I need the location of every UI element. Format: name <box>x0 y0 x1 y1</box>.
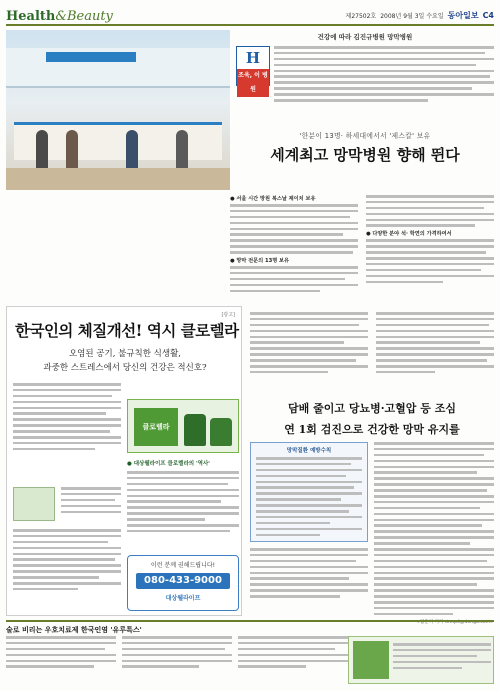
text-line <box>250 359 356 362</box>
text-line <box>274 46 494 49</box>
text-line <box>374 572 494 575</box>
text-line <box>374 566 494 569</box>
text-line <box>256 516 362 519</box>
footer-headline: 술로 비리는 우호치료제 한국인염 '유루특스' <box>6 626 142 634</box>
text-line <box>127 524 239 527</box>
ad-phone-number[interactable]: 080-433-9000 <box>136 573 230 589</box>
text-line <box>376 324 489 327</box>
prevention-rules-box <box>250 442 368 542</box>
text-line <box>250 365 368 368</box>
intro-paragraph <box>274 46 494 105</box>
footer-column <box>238 636 348 671</box>
text-line <box>122 648 225 651</box>
retina-health-article <box>250 400 494 625</box>
text-line <box>250 560 356 563</box>
text-line <box>374 495 494 498</box>
text-line <box>122 654 232 657</box>
ad-subtitle-1: 오염된 공기, 불규칙한 식생활, <box>68 349 182 359</box>
text-line <box>374 460 494 463</box>
text-line <box>376 312 494 315</box>
text-line <box>374 466 494 469</box>
text-line <box>256 528 362 531</box>
text-line <box>13 436 121 439</box>
text-line <box>374 548 494 551</box>
text-line <box>230 239 358 242</box>
issue-number: 제27502호 <box>345 13 377 20</box>
text-line <box>61 511 121 514</box>
text-line <box>238 648 335 651</box>
feature-kicker: 건강에 따라 김진규병원 망막병원 <box>317 33 413 41</box>
text-line <box>374 530 494 533</box>
footer-column <box>6 636 116 671</box>
article-headline-1: 담배 줄이고 당뇨병·고혈압 등 조심 <box>288 402 456 415</box>
photo-floor <box>6 168 230 190</box>
text-line <box>61 493 121 496</box>
text-line <box>127 500 221 503</box>
text-line <box>250 583 368 586</box>
feature-body <box>230 195 494 305</box>
text-line <box>256 498 341 501</box>
text-line <box>6 642 116 645</box>
text-line <box>13 442 121 445</box>
text-line <box>13 553 121 556</box>
text-line <box>393 667 462 670</box>
text-line <box>374 454 484 457</box>
text-line <box>13 547 121 550</box>
text-line <box>127 483 228 486</box>
text-line <box>374 477 494 480</box>
text-line <box>13 407 121 410</box>
text-line <box>366 239 494 242</box>
footer-ad-image <box>353 641 389 679</box>
text-line <box>374 489 487 492</box>
text-line <box>376 353 494 356</box>
text-line <box>13 395 112 398</box>
text-line <box>250 330 368 333</box>
text-line <box>256 475 346 478</box>
text-line <box>366 219 494 222</box>
text-line <box>374 595 494 598</box>
text-line <box>256 486 354 489</box>
text-line <box>13 582 121 585</box>
body-column-1 <box>230 195 358 295</box>
text-line <box>6 654 116 657</box>
text-line <box>376 359 487 362</box>
text-line <box>230 284 358 287</box>
text-line <box>230 216 350 219</box>
para-head-3: ● 다양한 분야 석· 학연의 가격하여서 <box>366 231 452 238</box>
section-beauty: Beauty <box>66 9 113 24</box>
text-line <box>230 204 358 207</box>
article-body <box>374 442 494 625</box>
text-line <box>230 278 345 281</box>
text-line <box>122 642 232 645</box>
text-line <box>274 75 490 78</box>
photo-person <box>66 130 78 170</box>
text-line <box>13 588 78 591</box>
text-line <box>374 583 477 586</box>
feature-body-continued <box>250 312 494 396</box>
text-line <box>250 566 368 569</box>
text-line <box>13 412 106 415</box>
feature-kicker-wrap <box>236 32 494 44</box>
text-line <box>13 430 110 433</box>
text-line <box>374 519 494 522</box>
text-line <box>250 341 344 344</box>
text-line <box>13 535 121 538</box>
text-line <box>230 222 358 225</box>
ad-subtitle-2: 과중한 스트레스에서 당신의 건강은 적신호? <box>43 363 207 373</box>
feature-headline-block <box>236 130 494 165</box>
body-column-4 <box>376 312 494 377</box>
text-line <box>256 463 351 466</box>
text-line <box>366 201 494 204</box>
text-line <box>376 336 494 339</box>
text-line <box>256 510 349 513</box>
text-line <box>127 471 239 474</box>
issue-info <box>346 10 494 21</box>
text-line <box>374 501 494 504</box>
text-line <box>374 536 494 539</box>
text-line <box>256 492 362 495</box>
text-line <box>230 251 353 254</box>
text-line <box>230 290 320 293</box>
para-head-2: ● 망막 전문의 13명 보유 <box>230 258 290 265</box>
article-headline-2: 연 1회 검진으로 건강한 망막 유지를 <box>284 423 460 436</box>
ad-brand: 대상웰라이프 <box>165 595 201 602</box>
text-line <box>366 257 494 260</box>
text-line <box>13 448 95 451</box>
text-line <box>393 661 491 664</box>
text-line <box>366 251 486 254</box>
text-line <box>274 87 472 90</box>
text-line <box>6 648 105 651</box>
prevention-box-list <box>251 457 367 536</box>
text-line <box>250 312 368 315</box>
ad-info-lines <box>127 471 239 532</box>
text-line <box>366 207 484 210</box>
text-line <box>250 572 368 575</box>
ad-title: 한국인의 체질개선! 역시 클로렐라 <box>15 321 239 340</box>
ad-info-title: ● 대상웰라이프 클로렐라의 '역사' <box>127 461 210 467</box>
text-line <box>366 275 494 278</box>
text-line <box>374 448 494 451</box>
text-line <box>250 554 368 557</box>
ad-pack-image <box>13 487 55 521</box>
text-line <box>366 263 494 266</box>
text-line <box>61 487 121 490</box>
text-line <box>13 564 121 567</box>
footer-columns <box>6 636 494 684</box>
text-line <box>122 636 232 639</box>
text-line <box>127 530 230 533</box>
text-line <box>13 418 121 421</box>
product-jar <box>210 418 232 446</box>
text-line <box>230 210 358 213</box>
text-line <box>13 558 115 561</box>
text-line <box>366 195 494 198</box>
chlorella-advertisement <box>6 306 242 616</box>
text-line <box>250 371 328 374</box>
text-line <box>374 589 494 592</box>
ad-cta: 이런 분께 권해드립니다! <box>150 562 216 569</box>
text-line <box>374 601 494 604</box>
photo-person <box>36 130 48 170</box>
text-line <box>274 64 476 67</box>
text-line <box>6 665 94 668</box>
text-line <box>13 576 99 579</box>
para-head-1: ● 서울 시간 망원 복스날 제이치 보유 <box>230 196 316 202</box>
text-line <box>13 541 108 544</box>
text-line <box>374 442 494 445</box>
text-line <box>250 595 340 598</box>
section-title <box>6 9 113 24</box>
text-line <box>230 233 343 236</box>
text-line <box>274 70 494 73</box>
text-line <box>274 58 494 61</box>
text-line <box>13 401 121 404</box>
feature-section <box>6 30 494 190</box>
text-line <box>6 660 116 663</box>
ad-body-column-3 <box>13 529 121 594</box>
photo-person <box>176 130 188 170</box>
text-line <box>238 660 348 663</box>
article-body-left <box>250 548 368 601</box>
text-line <box>230 266 358 269</box>
text-line <box>376 365 494 368</box>
text-line <box>376 330 494 333</box>
section-amp: & <box>55 9 67 24</box>
text-line <box>376 341 480 344</box>
text-line <box>256 522 330 525</box>
text-line <box>127 506 239 509</box>
footer-ad-text <box>393 643 491 672</box>
text-line <box>250 577 349 580</box>
page-number: C4 <box>482 11 494 20</box>
text-line <box>13 424 121 427</box>
text-line <box>127 495 239 498</box>
text-line <box>374 554 494 557</box>
text-line <box>238 654 348 657</box>
text-line <box>127 477 239 480</box>
text-line <box>374 577 494 580</box>
hospital-lobby-photo <box>6 30 230 190</box>
logo-mark: H <box>245 49 261 67</box>
ad-body-column-2 <box>61 487 121 516</box>
text-line <box>374 560 487 563</box>
text-line <box>250 318 368 321</box>
text-line <box>366 281 443 284</box>
text-line <box>274 52 485 55</box>
text-line <box>230 228 358 231</box>
text-line <box>230 272 358 275</box>
text-line <box>256 534 320 537</box>
text-line <box>374 471 477 474</box>
text-line <box>374 483 494 486</box>
text-line <box>122 660 232 663</box>
text-line <box>250 336 368 339</box>
text-line <box>256 504 362 507</box>
hospital-logo <box>236 46 270 93</box>
body-column-2 <box>366 195 494 286</box>
feature-subhead: '한분이 13명· 하세대에서서 '제스칼' 보유 <box>299 132 431 140</box>
text-line <box>376 371 435 374</box>
masthead <box>6 4 494 26</box>
text-line <box>250 589 368 592</box>
footer-advertisement <box>348 636 494 684</box>
product-box: 클로렐라 <box>134 408 178 446</box>
paper-name: 동아일보 <box>447 11 479 20</box>
text-line <box>6 636 116 639</box>
prevention-box-title: 망막질환 예방수칙 <box>286 448 332 454</box>
text-line <box>250 347 368 350</box>
text-line <box>127 489 239 492</box>
text-line <box>374 507 480 510</box>
text-line <box>13 383 121 386</box>
text-line <box>274 93 494 96</box>
text-line <box>230 245 358 248</box>
article-byline: <김훈지 기자 drmp4@donga.com> <box>415 619 494 625</box>
text-line <box>256 481 362 484</box>
section-health: Health <box>6 9 56 24</box>
text-line <box>374 542 470 545</box>
text-line <box>393 655 477 658</box>
text-line <box>376 347 494 350</box>
text-line <box>238 636 348 639</box>
text-line <box>366 245 494 248</box>
text-line <box>61 505 121 508</box>
text-line <box>13 389 121 392</box>
photo-sign <box>46 52 136 62</box>
text-line <box>238 642 348 645</box>
text-line <box>393 649 491 652</box>
ad-body-column <box>13 383 121 450</box>
logo-name: 조욱, 이 병원 <box>237 69 269 97</box>
text-line <box>122 665 199 668</box>
text-line <box>127 518 205 521</box>
text-line <box>250 324 359 327</box>
issue-date: 2008년 9월 3일 수요일 <box>380 13 444 20</box>
footer-column <box>122 636 232 671</box>
text-line <box>250 548 368 551</box>
photo-person <box>126 130 138 170</box>
ad-product-image <box>127 399 239 453</box>
text-line <box>13 529 121 532</box>
text-line <box>376 318 494 321</box>
text-line <box>366 224 475 227</box>
text-line <box>366 269 481 272</box>
feature-headline: 세계최고 망막병원 향해 뛴다 <box>270 146 460 164</box>
text-line <box>374 607 494 610</box>
text-line <box>274 99 428 102</box>
body-column-3 <box>250 312 368 377</box>
text-line <box>250 353 368 356</box>
text-line <box>61 499 115 502</box>
text-line <box>256 457 362 460</box>
text-line <box>274 81 494 84</box>
text-line <box>374 524 482 527</box>
ad-info-block <box>127 459 239 536</box>
footer-section <box>6 620 494 686</box>
text-line <box>366 213 494 216</box>
product-jar <box>184 414 206 446</box>
text-line <box>13 570 121 573</box>
text-line <box>238 665 306 668</box>
text-line <box>374 513 494 516</box>
text-line <box>127 512 239 515</box>
ad-badge: [광고] <box>221 312 235 318</box>
text-line <box>393 643 491 646</box>
text-line <box>374 613 453 616</box>
ad-contact-box[interactable] <box>127 555 239 611</box>
text-line <box>256 469 362 472</box>
